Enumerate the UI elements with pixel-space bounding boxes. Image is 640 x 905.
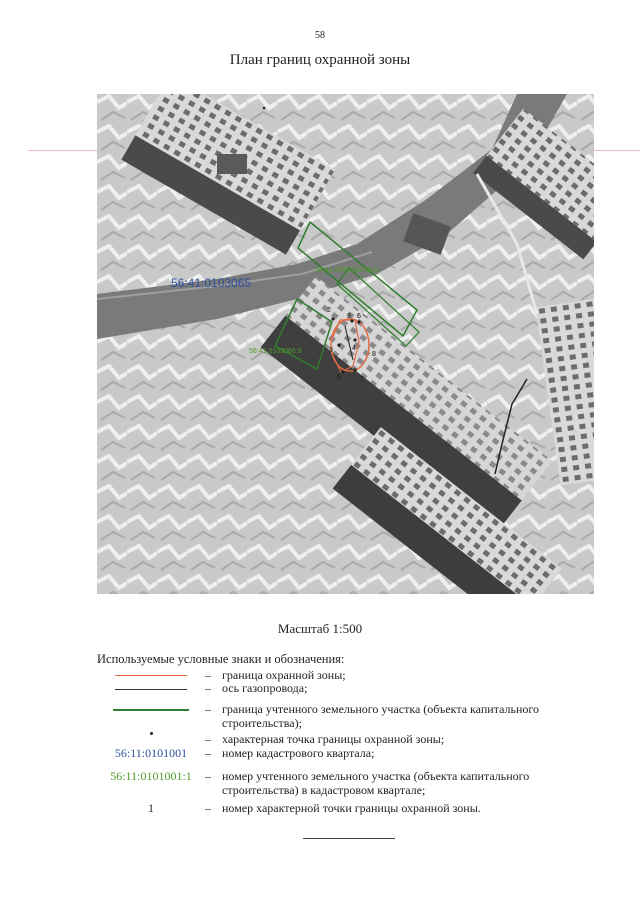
legend-heading: Используемые условные знаки и обозначения:	[97, 652, 345, 666]
legend-symbol	[92, 668, 210, 676]
legend-dash: –	[205, 681, 211, 695]
legend-dash: –	[205, 769, 211, 783]
legend-dash: –	[205, 668, 211, 682]
legend-symbol-point-number: 1	[148, 801, 154, 815]
point-number: 5	[337, 374, 341, 381]
legend-text: характерная точка границы охранной зоны;	[222, 732, 445, 746]
point-dot-symbol	[150, 732, 153, 735]
legend-dash: –	[205, 746, 211, 760]
point-number: 2	[327, 307, 331, 314]
legend-text: номер характерной точки границы охранной зоны.	[222, 801, 481, 815]
legend-symbol	[92, 702, 210, 711]
point-number: 8	[372, 351, 376, 358]
legend-text: граница учтенного земельного участка (объекта капитального строительства);	[222, 702, 540, 730]
legend-text: номер кадастрового квартала;	[222, 746, 375, 760]
point-number: 3	[347, 313, 351, 320]
legend-text: граница охранной зоны;	[222, 668, 346, 682]
aerial-map-svg	[97, 94, 594, 594]
bottom-divider	[303, 838, 395, 839]
legend-text: номер учтенного земельного участка (объекта капитального строительства) в кадастровом квартале;	[222, 769, 530, 797]
legend-dash: –	[205, 702, 211, 716]
shed-2	[217, 154, 247, 174]
page-title: План границ охранной зоны	[229, 52, 411, 68]
legend-dash: –	[205, 801, 211, 815]
page-number: 58	[315, 30, 325, 41]
map-scale: Масштаб 1:500	[277, 621, 363, 636]
point-number: 7	[360, 376, 364, 383]
point-number: 6	[357, 313, 361, 320]
legend-symbol-quarter: 56:11:0101001	[114, 746, 188, 760]
parcel-label-a: 56:41:0000000:48(1)	[315, 267, 380, 274]
point-number: 9	[329, 347, 333, 354]
legend-symbol	[92, 681, 210, 690]
parcel-label-b: 56:41:0103066:9	[249, 348, 302, 355]
black-line-symbol	[115, 689, 187, 690]
quarter-label: 56:41:0103065	[171, 276, 252, 290]
red-line-symbol	[115, 675, 187, 676]
point-number: 4	[352, 345, 356, 352]
aerial-map	[97, 94, 594, 594]
legend-symbol-parcel: 56:11:0101001:1	[110, 769, 192, 783]
legend-dash: –	[205, 732, 211, 746]
green-line-symbol	[113, 709, 189, 711]
legend-text: ось газопровода;	[222, 681, 308, 695]
